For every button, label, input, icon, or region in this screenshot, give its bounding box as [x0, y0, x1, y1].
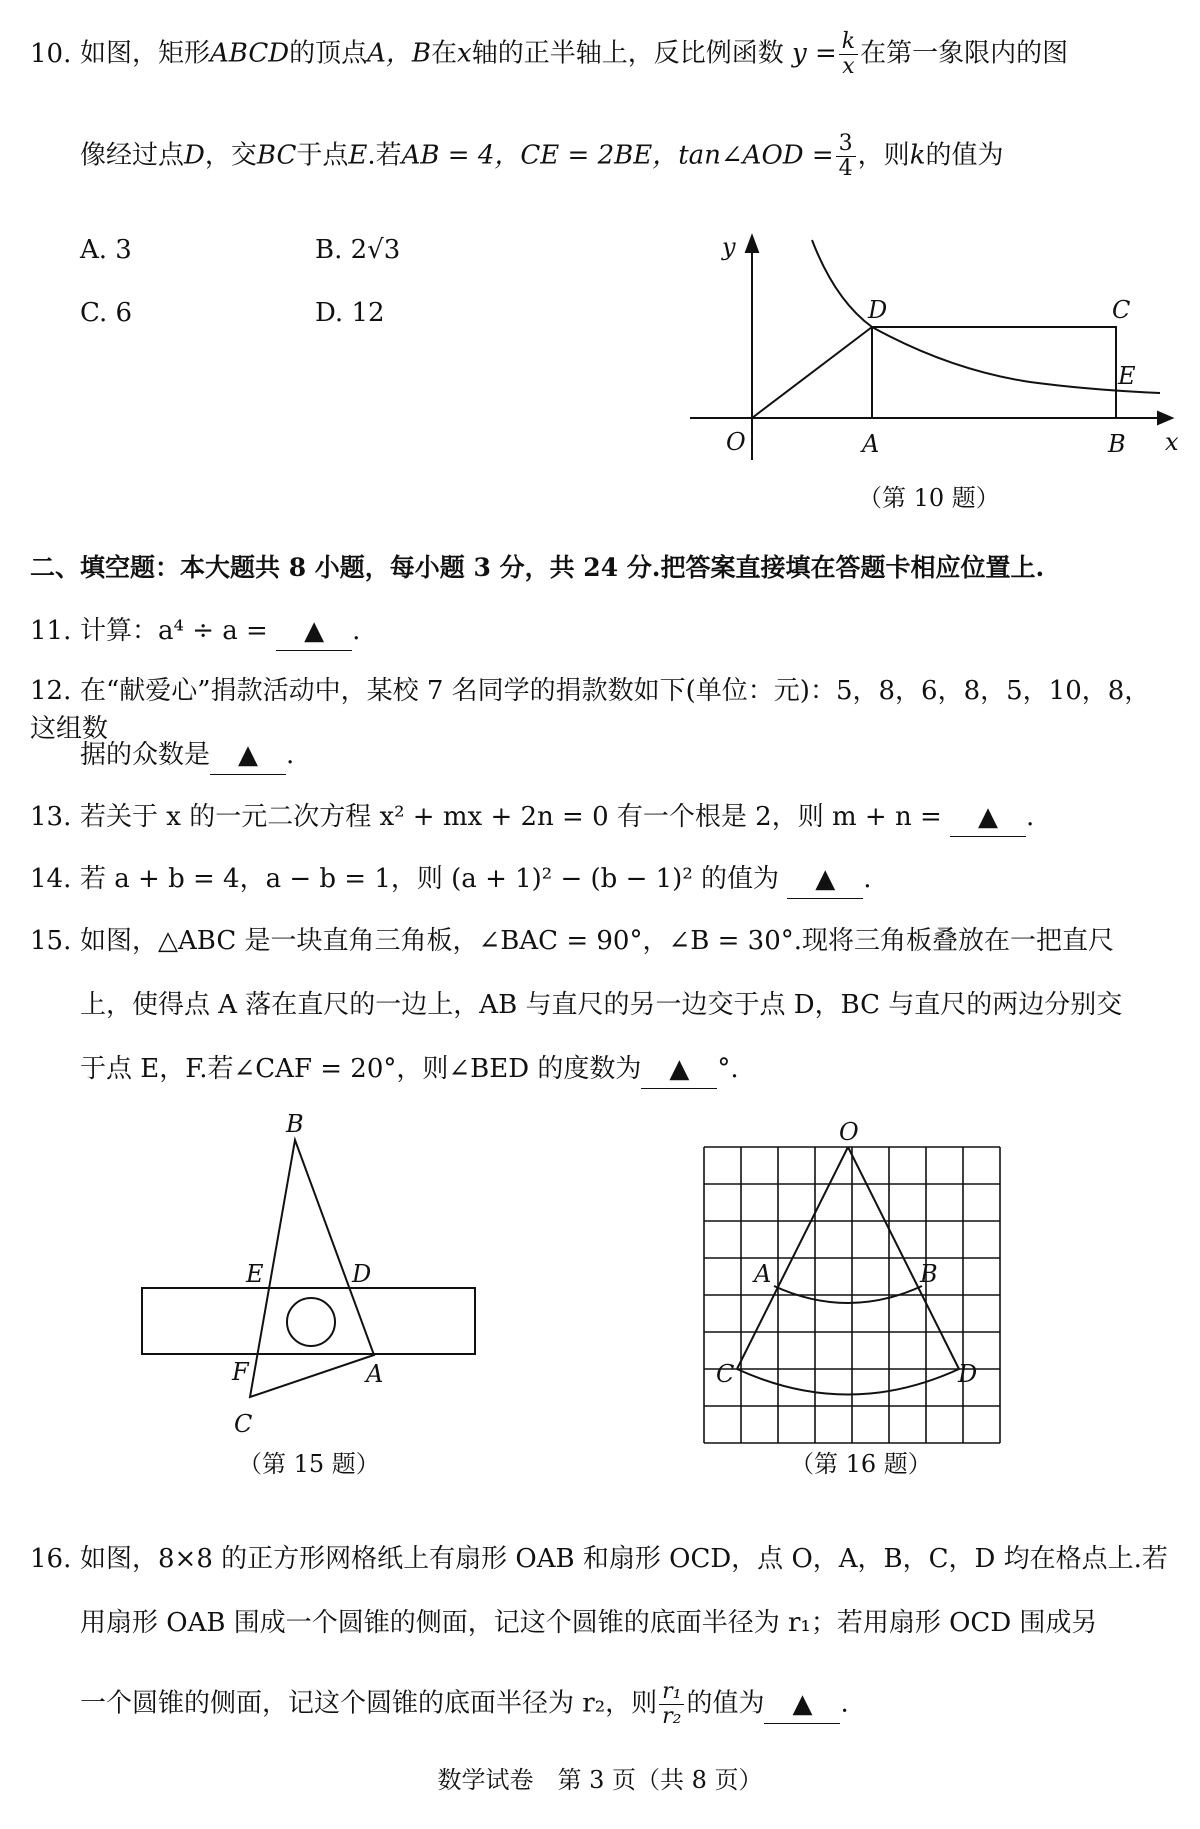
option-b: B. 2√3 — [315, 235, 401, 265]
answer-blank: ▲ — [210, 736, 286, 775]
question-10-line2: 像经过点D，交BC于点E.若AB = 4，CE = 2BE，tan∠AOD = $\frac{3}{4}$ ，则k的值为 — [80, 131, 1004, 181]
answer-blank: ▲ — [950, 798, 1026, 837]
fraction-r1-over-r2: $\frac{\text{r₁}}{\text{r₂}}$ — [659, 1680, 684, 1729]
answer-blank: ▲ — [787, 860, 863, 899]
label-a: A — [754, 1260, 772, 1288]
answer-blank: ▲ — [764, 1685, 840, 1724]
label-c: C — [1112, 296, 1131, 324]
question-14: 14. 若 a + b = 4，a − b = 1，则 (a + 1)² − (b − 1)² 的值为 ▲ . — [30, 860, 1170, 899]
label-a: A — [862, 430, 880, 458]
option-c: C. 6 — [80, 298, 133, 328]
label-y: y — [722, 233, 736, 261]
question-13: 13. 若关于 x 的一元二次方程 x² + mx + 2n = 0 有一个根是 2，则 m + n = ▲ . — [30, 798, 1170, 837]
question-15-line1: 15. 如图，△ABC 是一块直角三角板，∠BAC = 90°，∠B = 30°.现将三角板叠放在一把直尺 — [30, 926, 1115, 956]
question-12-line2: 据的众数是 ▲ . — [30, 736, 1200, 775]
page-footer: 数学试卷 第 3 页（共 8 页） — [437, 1766, 763, 1794]
fraction-3-over-4: $\frac{3}{4}$ — [836, 132, 856, 181]
caption-q16: （第 16 题） — [790, 1450, 932, 1478]
label-d: D — [958, 1360, 978, 1388]
option-a: A. 3 — [80, 235, 132, 265]
label-b: B — [286, 1110, 304, 1138]
answer-blank: ▲ — [276, 612, 352, 651]
question-16-line3: 一个圆锥的侧面，记这个圆锥的底面半径为 r₂，则 $\frac{\text{r₁}}{\text{r₂}}$ 的值为 ▲ . — [80, 1679, 849, 1729]
label-a: A — [366, 1360, 384, 1388]
label-x: x — [1165, 428, 1179, 456]
label-e: E — [1118, 362, 1136, 390]
question-15-line3: 于点 E，F.若∠CAF = 20°，则∠BED 的度数为 ▲ °. — [30, 1050, 1200, 1089]
question-10-line1: 10. 如图，矩形ABCD的顶点A，B在x轴的正半轴上，反比例函数 y = $\frac{k}{x}$ 在第一象限内的图 — [30, 29, 1069, 79]
section-heading: 二、填空题：本大题共 8 小题，每小题 3 分，共 24 分.把答案直接填在答题卡相应位置上. — [30, 553, 1045, 582]
question-12-line1: 12. 在“献爱心”捐款活动中，某校 7 名同学的捐款数如下(单位：元)：5，8，6，8，5，10，8，这组数 — [30, 676, 1151, 744]
label-b: B — [1108, 430, 1126, 458]
label-f: F — [232, 1358, 249, 1386]
question-16-line1: 16. 如图，8×8 的正方形网格纸上有扇形 OAB 和扇形 OCD，点 O，A，B，C，D 均在格点上.若 — [30, 1544, 1168, 1574]
label-b: B — [920, 1260, 938, 1288]
option-d: D. 12 — [315, 298, 385, 328]
label-d: D — [868, 296, 888, 324]
caption-q10: （第 10 题） — [858, 484, 1000, 512]
label-o: O — [726, 428, 746, 456]
question-15-line2: 上，使得点 A 落在直尺的一边上，AB 与直尺的另一边交于点 D，BC 与直尺的两边分别交 — [80, 990, 1123, 1020]
label-e: E — [246, 1260, 264, 1288]
label-c: C — [234, 1410, 253, 1438]
label-c: C — [716, 1360, 735, 1388]
question-16-line2: 用扇形 OAB 围成一个圆锥的侧面，记这个圆锥的底面半径为 r₁；若用扇形 OCD 围成另 — [80, 1608, 1098, 1638]
label-d: D — [352, 1260, 372, 1288]
fraction-k-over-x: $\frac{k}{x}$ — [839, 30, 858, 79]
label-o: O — [839, 1118, 859, 1146]
answer-blank: ▲ — [641, 1050, 717, 1089]
caption-q15: （第 15 题） — [238, 1450, 380, 1478]
question-11: 11. 计算：a⁴ ÷ a = ▲ . — [30, 612, 1170, 651]
question-number: 10. — [30, 38, 72, 69]
